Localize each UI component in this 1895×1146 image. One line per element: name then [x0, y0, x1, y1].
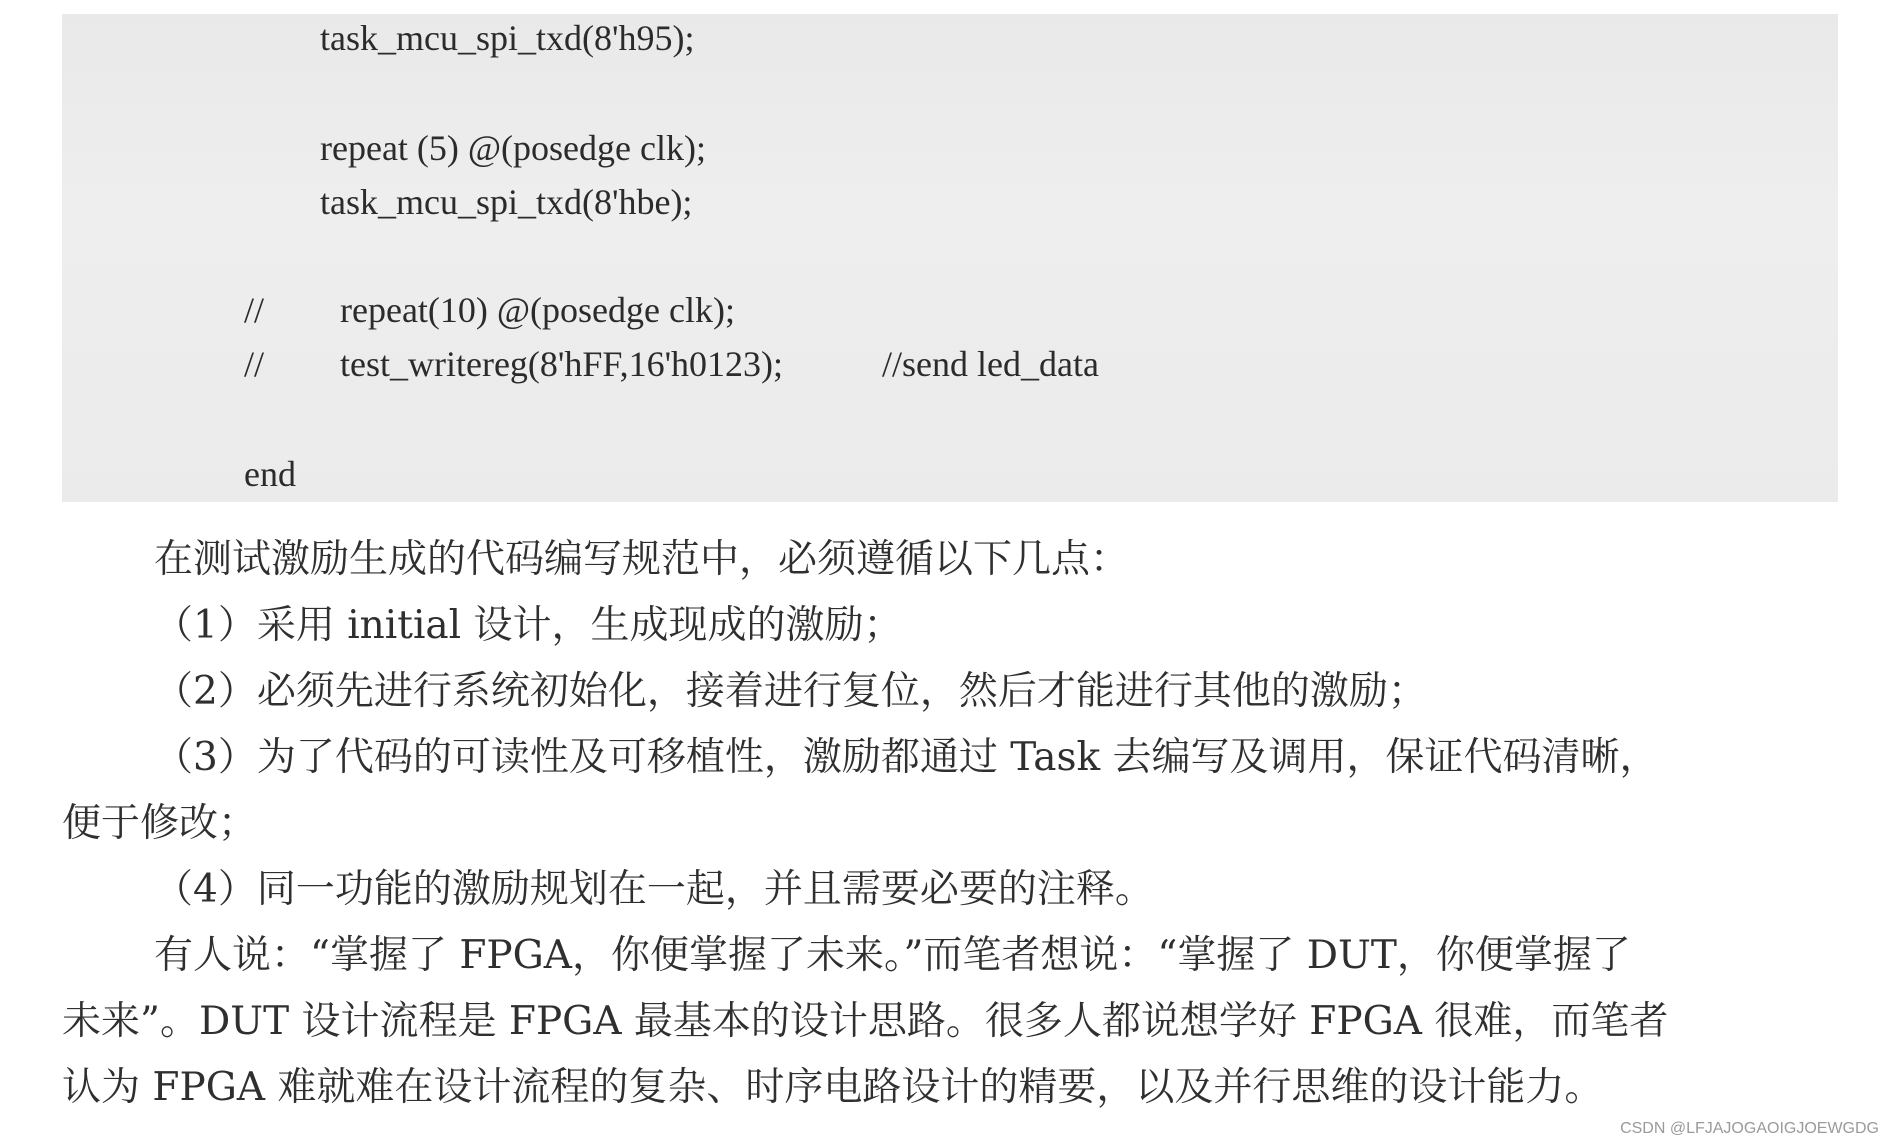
- code-line: repeat (5) @(posedge clk);: [320, 128, 706, 168]
- comment-marker: //: [244, 344, 265, 384]
- list-item: （1）采用 initial 设计，生成现成的激励；: [154, 603, 903, 648]
- code-line: task_mcu_spi_txd(8'hbe);: [320, 182, 693, 222]
- paragraph-intro: 在测试激励生成的代码编写规范中，必须遵循以下几点：: [154, 537, 1130, 582]
- code-line: test_writereg(8'hFF,16'h0123);: [340, 344, 784, 384]
- code-line: repeat(10) @(posedge clk);: [340, 290, 735, 330]
- paragraph-line: 认为 FPGA 难就难在设计流程的复杂、时序电路设计的精要，以及并行思维的设计能力。: [62, 1065, 1604, 1110]
- list-item: （4）同一功能的激励规划在一起，并且需要必要的注释。: [154, 867, 1154, 912]
- list-item: （3）为了代码的可读性及可移植性，激励都通过 Task 去编写及调用，保证代码清晰，: [154, 735, 1659, 780]
- code-line: end: [244, 454, 296, 494]
- paragraph-line: 未来”。DUT 设计流程是 FPGA 最基本的设计思路。很多人都说想学好 FPGA 很难，而笔者: [62, 999, 1669, 1044]
- list-item: （2）必须先进行系统初始化，接着进行复位，然后才能进行其他的激励；: [154, 669, 1427, 714]
- comment-marker: //: [244, 290, 265, 330]
- code-comment: //send led_data: [882, 344, 1099, 384]
- list-item-continuation: 便于修改；: [62, 801, 258, 846]
- code-line: task_mcu_spi_txd(8'h95);: [320, 18, 695, 58]
- paragraph-line: 有人说：“掌握了 FPGA，你便掌握了未来。”而笔者想说：“掌握了 DUT，你便掌握了: [154, 933, 1631, 978]
- watermark: CSDN @LFJAJOGAOIGJOEWGDG: [1620, 1120, 1879, 1137]
- code-block: [62, 14, 1838, 502]
